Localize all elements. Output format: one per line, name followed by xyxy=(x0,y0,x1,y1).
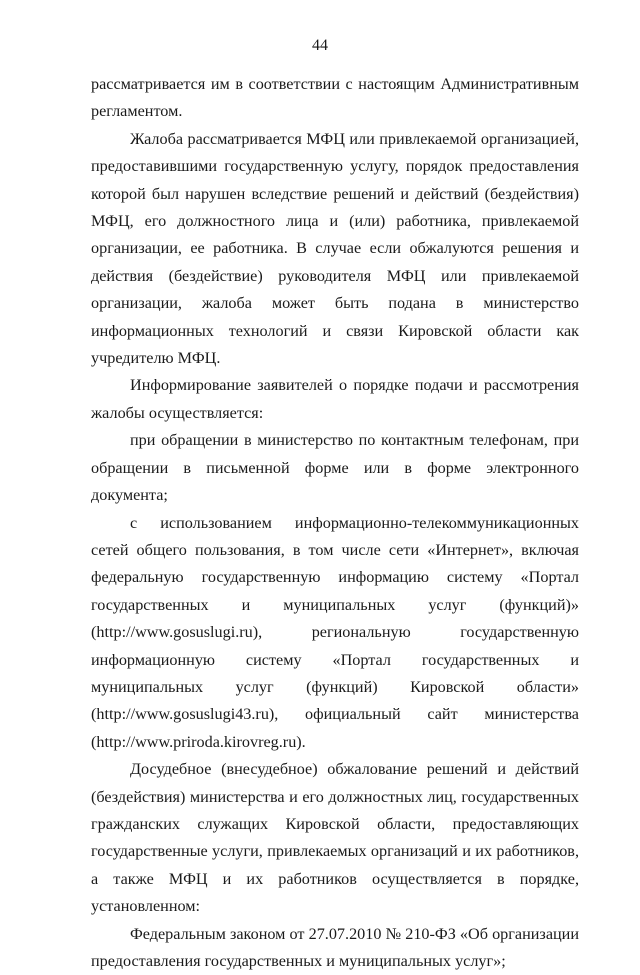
paragraph-informing: Информирование заявителей о порядке подачи и рассмотрения жалобы осуществляется: xyxy=(91,376,579,422)
paragraph-federal-law: Федеральным законом от 27.07.2010 № 210-ФЗ «Об организации предоставления государственных и муниципальных услуг»; xyxy=(91,924,579,970)
paragraph-continuation: рассматривается им в соответствии с настоящим Административным регламентом. xyxy=(91,75,579,121)
paragraph-internet-portals: с использованием информационно-телекоммуникационных сетей общего пользования, в том числе сети «Интернет», включая федеральную государственную информацию систему «Портал государственных и муниципальных услуг (функций)» (http://www.gosuslugi.ru), региональную государственную информационную систему «Портал государственных и муниципальных услуг (функций) Кировской области» (http://www.gosuslugi43.ru), официальный сайт министерства (http://www.priroda.kirovreg.ru). xyxy=(91,513,579,751)
document-body xyxy=(91,71,579,975)
page-number: 44 xyxy=(312,37,328,54)
paragraph-complaint-review: Жалоба рассматривается МФЦ или привлекаемой организацией, предоставившими государственную услугу, порядок предоставления которой был нарушен вследствие решений и действий (бездействия) МФЦ, его должностного лица и (или) работника, привлекаемой организации, ее работника. В случае если обжалуются решения и действия (бездействие) руководителя МФЦ или привлекаемой организации, жалоба может быть подана в министерство информационных технологий и связи Кировской области как учредителю МФЦ. xyxy=(91,129,579,368)
paragraph-ministry-contact: при обращении в министерство по контактным телефонам, при обращении в письменной форме или в форме электронного документа; xyxy=(91,431,579,505)
paragraph-pretrial-appeal: Досудебное (внесудебное) обжалование решений и действий (бездействия) министерства и его должностных лиц, государственных гражданских служащих Кировской области, предоставляющих государственные услуги, привлекаемых организаций и их работников, а также МФЦ и их работников осуществляется в порядке, установленном: xyxy=(91,760,579,916)
